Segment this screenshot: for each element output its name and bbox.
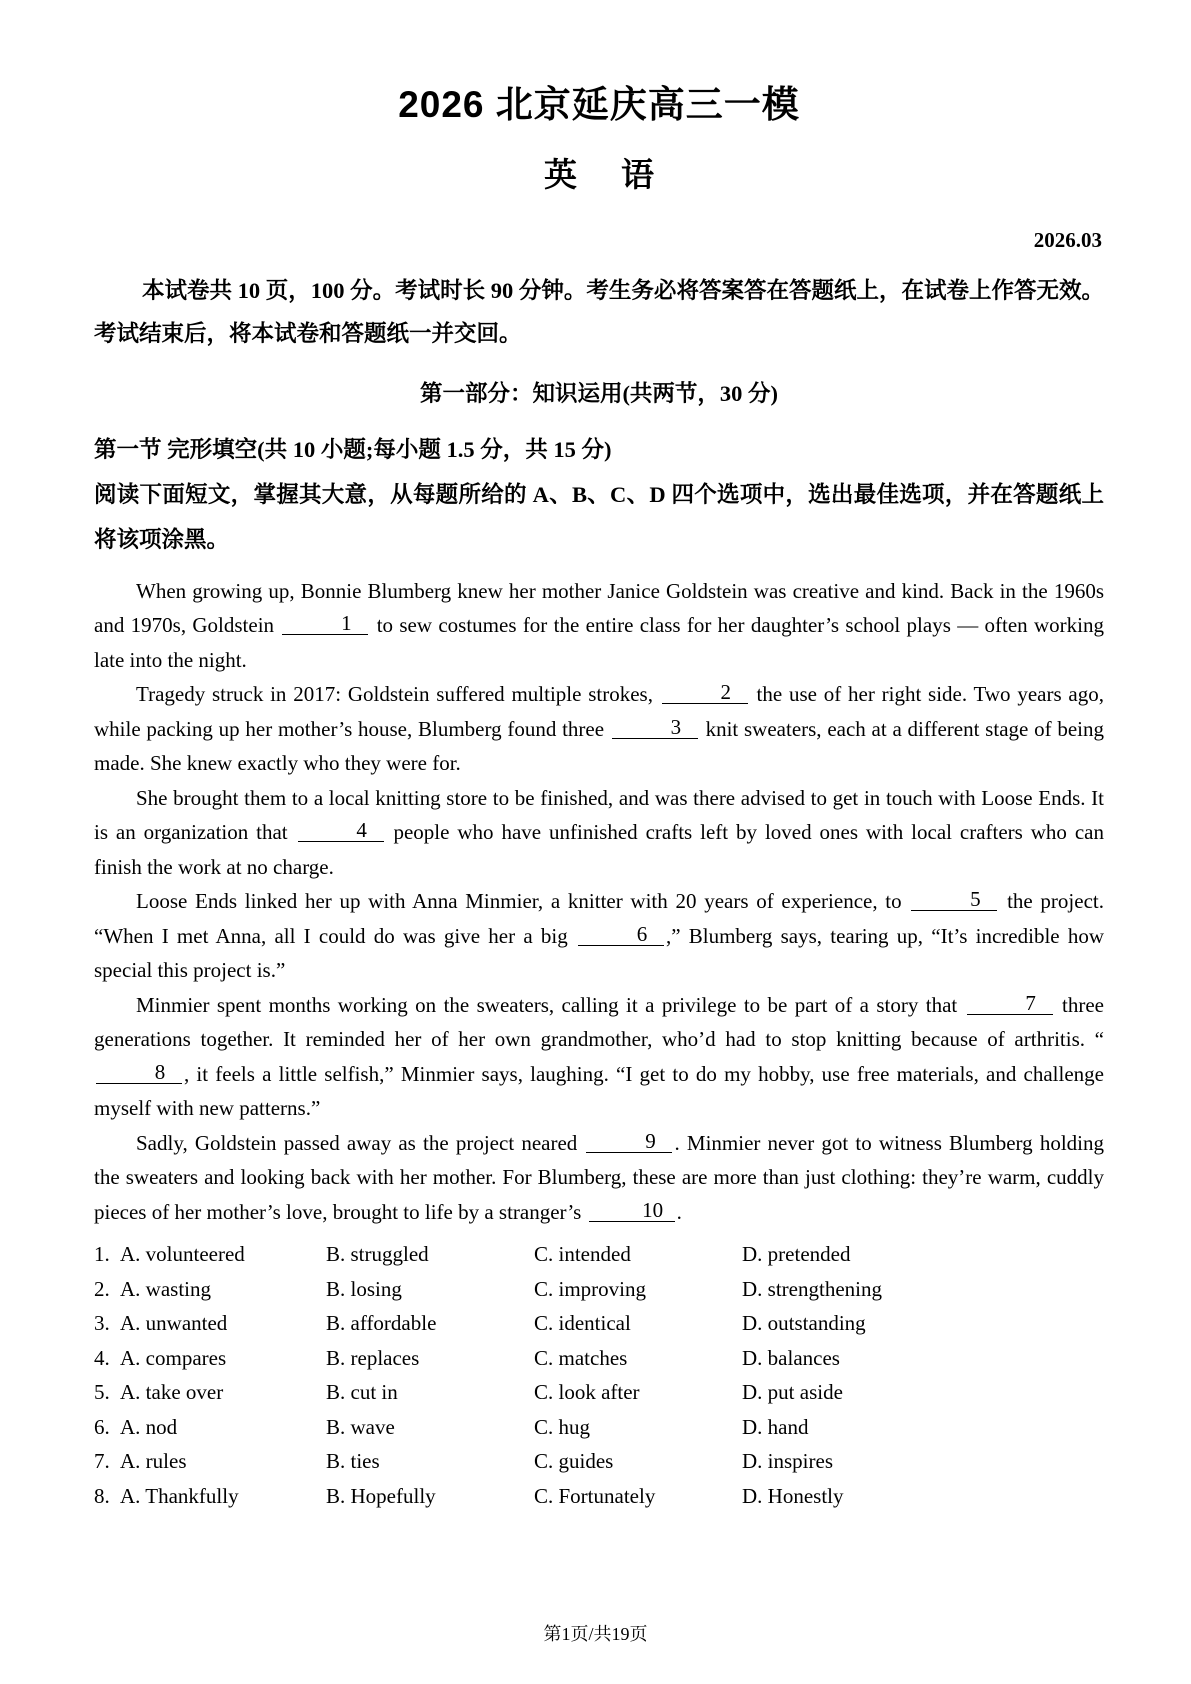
section-one-heading: 第一节 完形填空(共 10 小题;每小题 1.5 分，共 15 分) bbox=[94, 436, 612, 462]
subject-title bbox=[94, 128, 1104, 195]
option-row bbox=[94, 1306, 1104, 1341]
blank-5[interactable]: 5 bbox=[911, 888, 997, 911]
option-choice-a[interactable]: A. wasting bbox=[120, 1276, 211, 1301]
option-number: 6. bbox=[94, 1414, 110, 1439]
option-choice-b[interactable]: B. replaces bbox=[326, 1345, 420, 1370]
option-choice-b[interactable]: B. affordable bbox=[326, 1311, 437, 1335]
option-row bbox=[94, 1410, 1104, 1445]
option-choice-d[interactable]: D. strengthening bbox=[742, 1276, 882, 1301]
passage-text: Tragedy struck in 2017: Goldstein suffered multiple strokes, bbox=[136, 682, 660, 706]
option-choice-b[interactable]: B. wave bbox=[326, 1414, 395, 1439]
option-row bbox=[94, 1237, 1104, 1272]
option-choice-a[interactable]: A. rules bbox=[120, 1449, 187, 1473]
blank-4[interactable]: 4 bbox=[298, 819, 384, 842]
option-choice-b[interactable]: B. Hopefully bbox=[326, 1483, 436, 1508]
option-choice-a[interactable]: A. compares bbox=[120, 1345, 227, 1370]
passage-text: the use of her right side. Two years ago, while packing up her mother’s house, Blumberg found three bbox=[94, 682, 1104, 741]
subject-label-left: 英 bbox=[544, 156, 577, 194]
option-choice-d[interactable]: D. balances bbox=[742, 1345, 840, 1370]
option-choice-d[interactable]: D. pretended bbox=[742, 1242, 851, 1266]
section-directive: 阅读下面短文，掌握其大意，从每题所给的 A、B、C、D 四个选项中，选出最佳选项，并在答题纸上将该项涂黑。 bbox=[94, 481, 1104, 552]
option-choice-a[interactable]: A. Thankfully bbox=[120, 1483, 239, 1508]
passage-paragraph-2 bbox=[94, 677, 1104, 781]
blank-8[interactable]: 8 bbox=[96, 1061, 182, 1084]
option-choice-a[interactable]: A. take over bbox=[120, 1380, 224, 1404]
blank-1[interactable]: 1 bbox=[282, 612, 368, 635]
option-choice-c[interactable]: C. matches bbox=[534, 1345, 628, 1370]
passage-text: the project. “When I met Anna, all I could do was give her a big bbox=[94, 889, 1104, 948]
option-choice-d[interactable]: D. Honestly bbox=[742, 1483, 844, 1508]
option-choice-b[interactable]: B. ties bbox=[326, 1449, 380, 1473]
passage-paragraph-3 bbox=[94, 781, 1104, 885]
passage-text: . bbox=[676, 1199, 682, 1224]
option-number: 4. bbox=[94, 1345, 110, 1370]
cloze-passage bbox=[94, 562, 1104, 1230]
passage-text: Minmier spent months working on the sweaters, calling it a privilege to be part of a story that bbox=[136, 992, 965, 1017]
passage-paragraph-5 bbox=[94, 988, 1104, 1126]
option-row bbox=[94, 1375, 1104, 1410]
option-choice-a[interactable]: A. nod bbox=[120, 1414, 178, 1439]
subject-label-right: 语 bbox=[621, 156, 654, 194]
option-number: 1. bbox=[94, 1242, 110, 1266]
option-choice-a[interactable]: A. unwanted bbox=[120, 1311, 228, 1335]
option-choice-c[interactable]: C. Fortunately bbox=[534, 1483, 656, 1508]
passage-paragraph-6 bbox=[94, 1126, 1104, 1230]
option-choice-a[interactable]: A. volunteered bbox=[120, 1242, 245, 1266]
exam-instructions: 本试卷共 10 页，100 分。考试时长 90 分钟。考生务必将答案答在答题纸上，在试卷上作答无效。考试结束后，将本试卷和答题纸一并交回。 bbox=[94, 277, 1104, 346]
option-row bbox=[94, 1341, 1104, 1376]
option-choice-c[interactable]: C. guides bbox=[534, 1449, 614, 1473]
passage-text: ,” Blumberg says, tearing up, “It’s incredible how special this project is.” bbox=[94, 923, 1104, 982]
blank-6[interactable]: 6 bbox=[578, 923, 664, 946]
passage-text: to sew costumes for the entire class for her daughter’s school plays — often working late into the night. bbox=[94, 613, 1104, 672]
option-row bbox=[94, 1479, 1104, 1514]
page-title: 2026 北京延庆高三一模 bbox=[398, 84, 800, 125]
blank-2[interactable]: 2 bbox=[662, 681, 748, 704]
option-choice-c[interactable]: C. improving bbox=[534, 1276, 647, 1301]
blank-3[interactable]: 3 bbox=[612, 716, 698, 739]
option-choice-c[interactable]: C. hug bbox=[534, 1414, 591, 1439]
passage-text: . Minmier never got to witness Blumberg holding the sweaters and looking back with her mother. For Blumberg, these are more than just clothing: they’re warm, cuddly pieces of her mother’s love, brought to life by a stranger’s bbox=[94, 1130, 1104, 1224]
passage-text: Sadly, Goldstein passed away as the project neared bbox=[136, 1130, 585, 1155]
blank-10[interactable]: 10 bbox=[589, 1199, 675, 1222]
option-number: 3. bbox=[94, 1311, 110, 1335]
passage-text: She brought them to a local knitting store to be finished, and was there advised to get in touch with Loose Ends. It is an organization that bbox=[94, 785, 1104, 844]
blank-9[interactable]: 9 bbox=[586, 1130, 672, 1153]
passage-text: people who have unfinished crafts left by loved ones with local crafters who can finish the work at no charge. bbox=[94, 820, 1104, 879]
part-one-heading: 第一部分：知识运用(共两节，30 分) bbox=[419, 380, 779, 406]
option-choice-c[interactable]: C. intended bbox=[534, 1242, 631, 1266]
option-number: 5. bbox=[94, 1380, 110, 1404]
passage-paragraph-4 bbox=[94, 884, 1104, 988]
passage-text: , it feels a little selfish,” Minmier says, laughing. “I get to do my hobby, use free materials, and challenge myself with new patterns.” bbox=[94, 1061, 1104, 1120]
option-choice-c[interactable]: C. identical bbox=[534, 1311, 631, 1335]
exam-date: 2026.03 bbox=[1033, 227, 1102, 252]
option-choice-d[interactable]: D. hand bbox=[742, 1414, 809, 1439]
page-content bbox=[94, 0, 1104, 1513]
option-choice-c[interactable]: C. look after bbox=[534, 1380, 640, 1404]
passage-text: knit sweaters, each at a different stage of being made. She knew exactly who they were for. bbox=[94, 716, 1104, 775]
option-row bbox=[94, 1444, 1104, 1479]
passage-paragraph-1 bbox=[94, 574, 1104, 678]
options-list bbox=[94, 1229, 1104, 1513]
option-number: 2. bbox=[94, 1276, 110, 1301]
option-row bbox=[94, 1272, 1104, 1307]
blank-7[interactable]: 7 bbox=[967, 992, 1053, 1015]
option-choice-d[interactable]: D. inspires bbox=[742, 1449, 833, 1473]
option-choice-d[interactable]: D. put aside bbox=[742, 1380, 843, 1404]
passage-text: three generations together. It reminded her of her own grandmother, who’d had to stop knitting because of arthritis. “ bbox=[94, 992, 1104, 1051]
option-choice-b[interactable]: B. losing bbox=[326, 1276, 402, 1301]
option-choice-d[interactable]: D. outstanding bbox=[742, 1311, 866, 1335]
option-number: 8. bbox=[94, 1483, 110, 1508]
passage-text: Loose Ends linked her up with Anna Minmier, a knitter with 20 years of experience, to bbox=[136, 889, 910, 913]
passage-text: When growing up, Bonnie Blumberg knew her mother Janice Goldstein was creative and kind. Back in the 1960s and 1970s, Goldstein bbox=[94, 578, 1104, 637]
option-choice-b[interactable]: B. cut in bbox=[326, 1380, 398, 1404]
page-footer: 第1页/共19页 bbox=[543, 1624, 648, 1644]
option-choice-b[interactable]: B. struggled bbox=[326, 1242, 429, 1266]
option-number: 7. bbox=[94, 1449, 110, 1473]
